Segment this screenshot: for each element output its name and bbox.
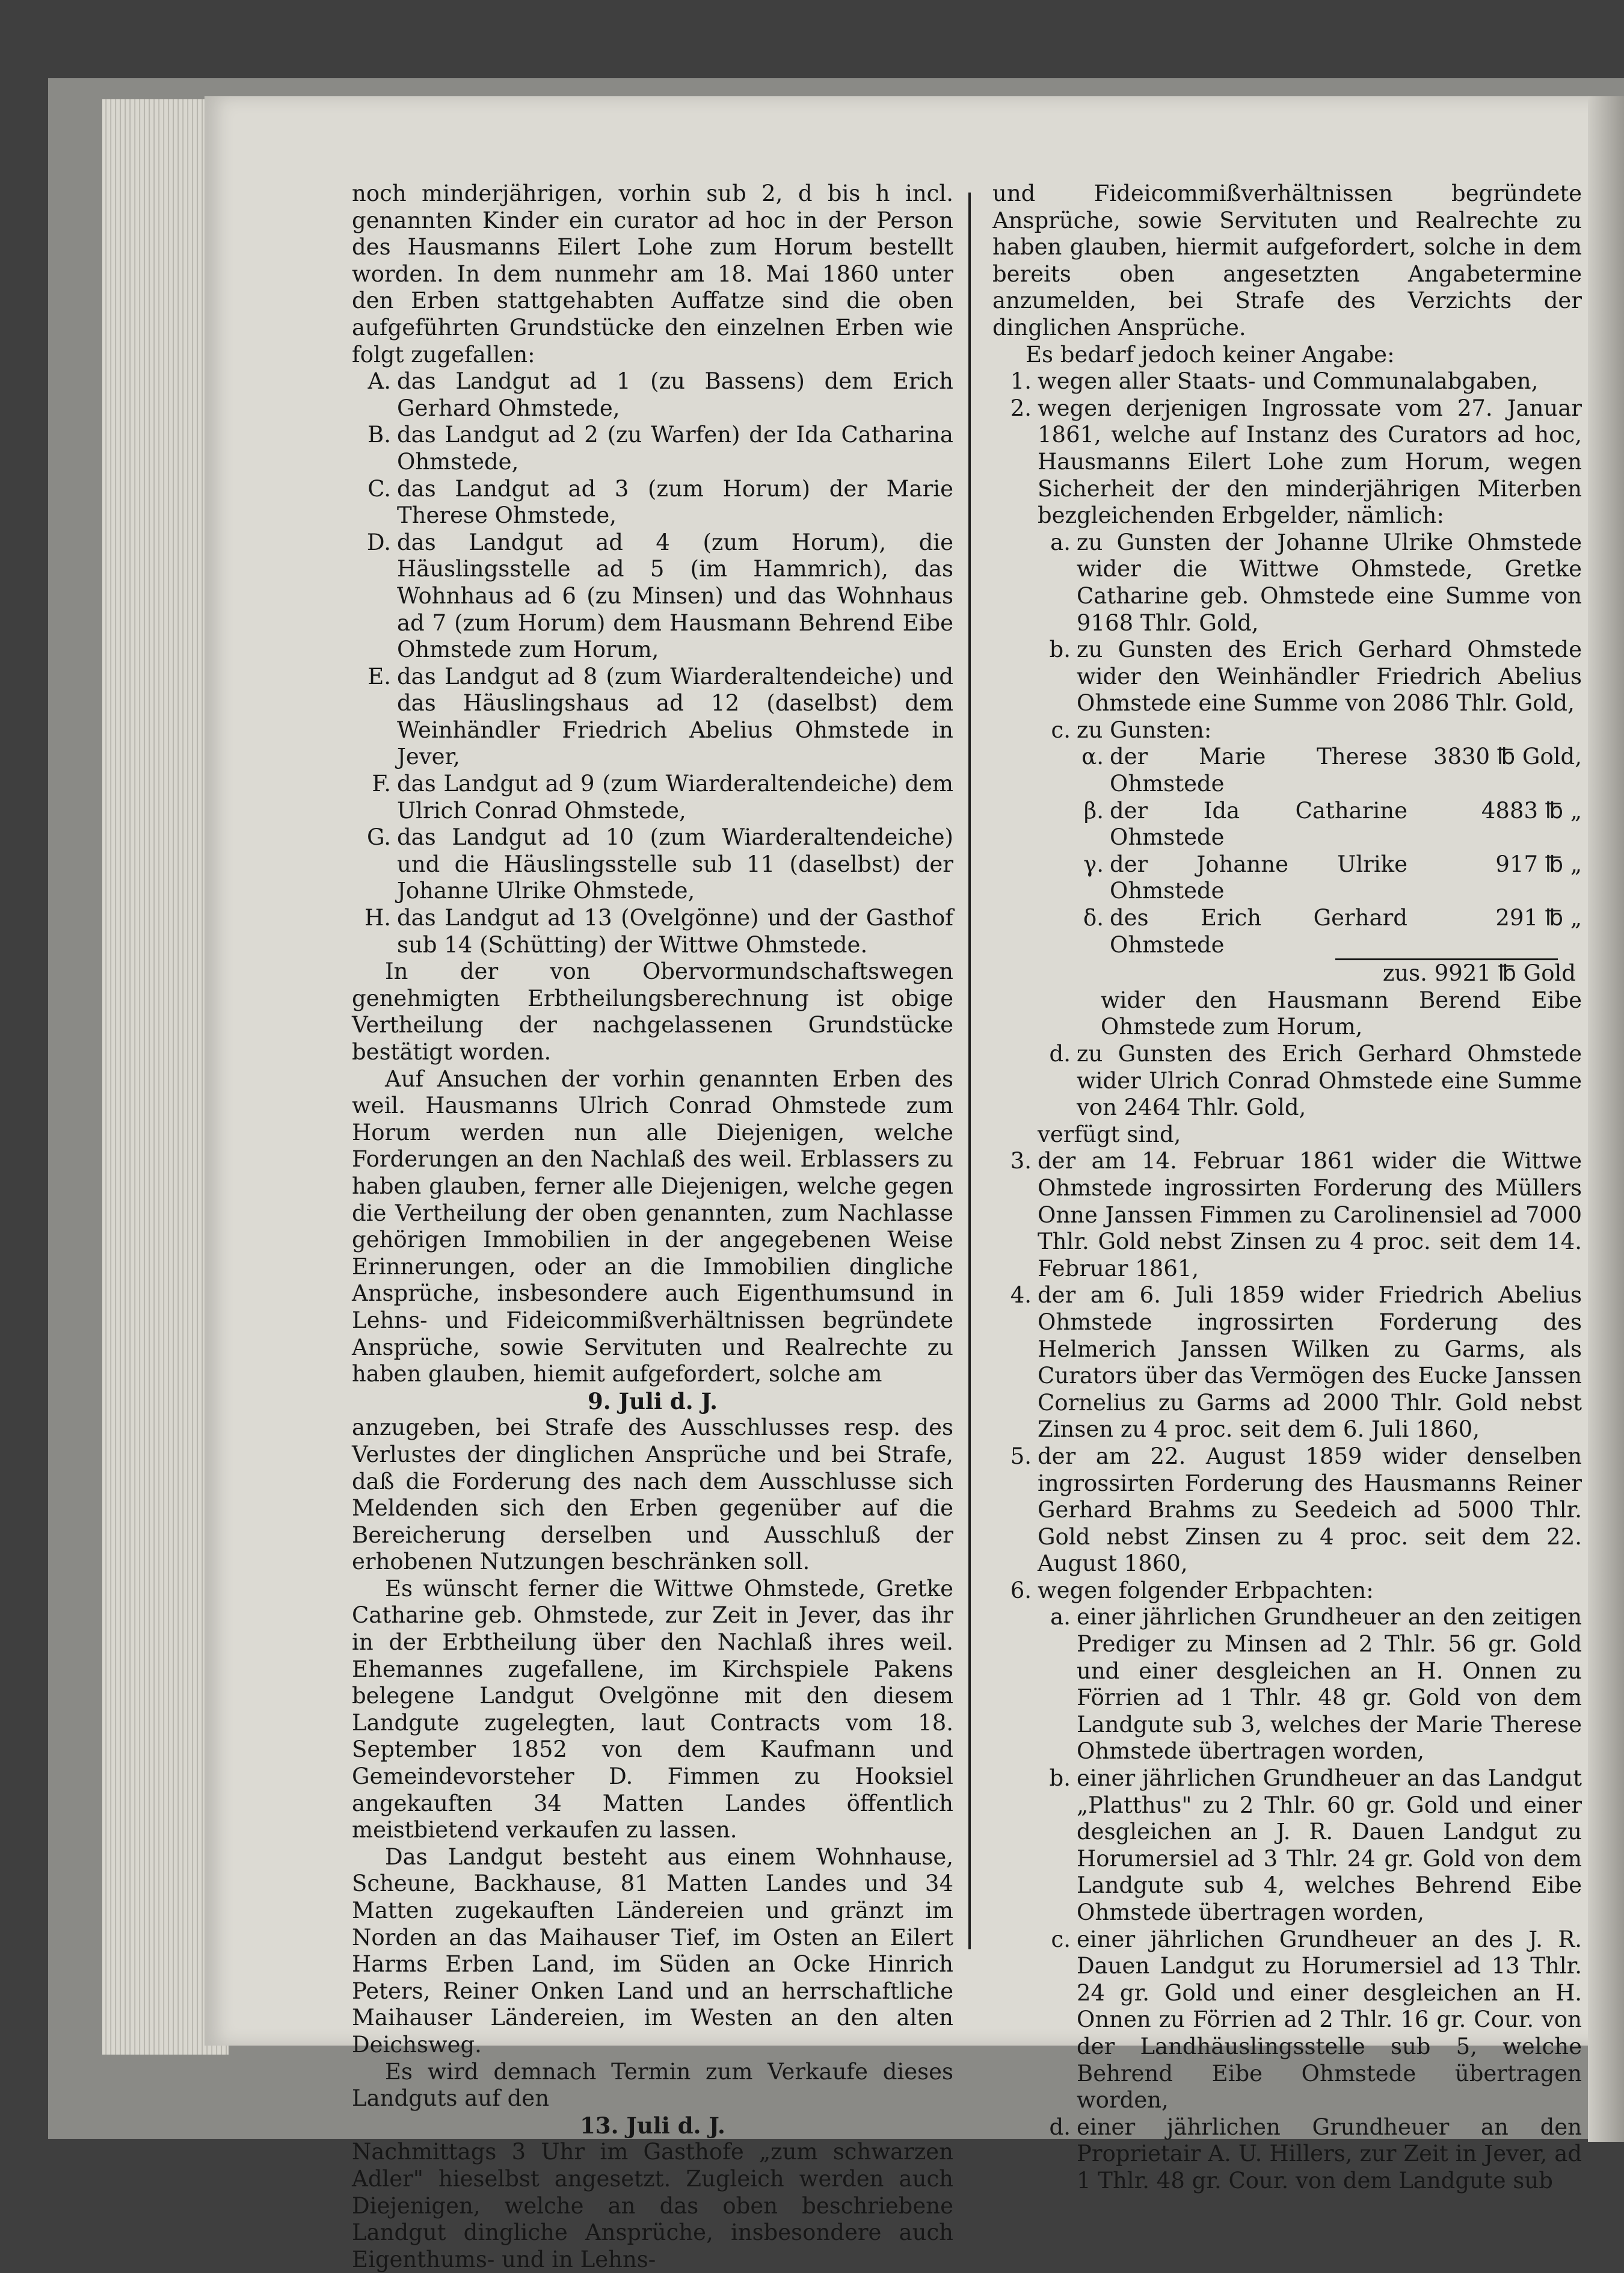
- sub-item: b. einer jährlichen Grundheuer an das Landgut „Platthus" zu 2 Thlr. 60 gr. Gold und einer desgleichen an J. R. Dauen Landgut zu Horumersiel ad 3 Thlr. 24 gr. Gold von dem Landgute sub 4, welches Behrend Eibe Ohmstede übertragen worden,: [1049, 1765, 1582, 1925]
- sub-item: c. einer jährlichen Grundheuer an des J. R. Dauen Landgut zu Horumersiel ad 13 Thlr. 24 gr. Gold und einer desgleichen an H. Onnen zu Förrien ad 2 Thlr. 16 gr. Cour. von der Landhäuslingsstelle sub 5, welche Behrend Eibe Ohmstede übertragen worden,: [1051, 1926, 1582, 2114]
- exemption-item: 5. der am 22. August 1859 wider denselben ingrossirten Forderung des Hausmanns Reiner Gerhard Brahms zu Seedeich ad 5000 Thlr. Gold nebst Zinsen zu 4 proc. seit dem 22. August 1860,: [1010, 1443, 1582, 1577]
- sub-item: d. zu Gunsten des Erich Gerhard Ohmstede wider Ulrich Conrad Ohmstede eine Summe von 2464 Thlr. Gold,: [1049, 1041, 1582, 1121]
- beneficiary-row: γ. der Johanne Ulrike Ohmstede 917 ℔ „: [1083, 851, 1582, 904]
- closing-paragraph: Nachmittags 3 Uhr im Gasthofe „zum schwarzen Adler" hieselbst angesetzt. Zugleich werden auch Diejenigen, welche an das oben beschriebene Landgut dingliche Ansprüche, insbesondere auch Eigenthums- und in Lehns-: [352, 2139, 953, 2272]
- exemption-item: 4. der am 6. Juli 1859 wider Friedrich Abelius Ohmstede ingrossirten Forderung des Helmerich Janssen Wilken zu Garms, als Curators über das Vermögen des Eucke Janssen Cornelius zu Garms ad 2000 Thlr. Gold nebst Zinsen zu 4 proc. seit dem 6. Juli 1860,: [1010, 1282, 1582, 1443]
- deadline-date: 9. Juli d. J.: [587, 1387, 718, 1414]
- continuation-paragraph: und Fideicommißverhältnissen begründete Ansprüche, sowie Servituten und Realrechte zu haben glauben, hiermit aufgefordert, solche in dem bereits oben angesetzten Angabetermine anzumelden, bei Strafe des Verzichts der dinglichen Ansprüche.: [992, 180, 1582, 341]
- allocation-item: H. das Landgut ad 13 (Ovelgönne) und der Gasthof sub 14 (Schütting) der Wittwe Ohmstede.: [364, 905, 953, 958]
- allocation-item: C. das Landgut ad 3 (zum Horum) der Marie Therese Ohmstede,: [368, 475, 953, 529]
- sum-total: zus. 9921 ℔ Gold: [1382, 960, 1576, 987]
- left-column: [352, 180, 953, 2273]
- allocation-list: [352, 368, 953, 958]
- sub-item: a. zu Gunsten der Johanne Ulrike Ohmstede wider die Wittwe Ohmstede, Gretke Catharine geb. Ohmstede eine Summe von 9168 Thlr. Gold,: [1050, 529, 1582, 636]
- exemption-item: 3. der am 14. Februar 1861 wider die Wittwe Ohmstede ingrossirten Forderung des Müllers Onne Janssen Fimmen zu Carolinensiel ad 7000 Thlr. Gold nebst Zinsen zu 4 proc. seit dem 14. Februar 1861,: [1010, 1148, 1582, 1281]
- sub-item: c. zu Gunsten:: [1051, 717, 1212, 743]
- auction-date: 13. Juli d. J.: [580, 2112, 725, 2139]
- allocation-item: E. das Landgut ad 8 (zum Wiarderaltendeiche) und das Häuslingshaus ad 12 (daselbst) dem Weinhändler Friedrich Abelius Ohmstede in Jever,: [368, 663, 953, 770]
- sub-item-continuation: wider den Hausmann Berend Eibe Ohmstede zum Horum,: [1101, 987, 1582, 1040]
- allocation-item: G. das Landgut ad 10 (zum Wiarderaltendeiche) und die Häuslingsstelle sub 11 (daselbst) der Johanne Ulrike Ohmstede,: [367, 824, 953, 904]
- approval-paragraph: In der von Obervormundschaftswegen genehmigten Erbtheilungsberechnung ist obige Vertheilung der nachgelassenen Grundstücke bestätigt worden.: [352, 958, 953, 1065]
- allocation-item: B. das Landgut ad 2 (zu Warfen) der Ida Catharina Ohmstede,: [368, 422, 953, 475]
- column-divider: [968, 193, 971, 1949]
- beneficiary-row: δ. des Erich Gerhard Ohmstede 291 ℔ „: [1083, 905, 1582, 958]
- auction-paragraph: Es wird demnach Termin zum Verkaufe dieses Landguts auf den: [352, 2058, 953, 2112]
- widow-sale-paragraph: Es wünscht ferner die Wittwe Ohmstede, Gretke Catharine geb. Ohmstede, zur Zeit in Jever, das ihr in der Erbtheilung über den Nachlaß ihres weil. Ehemannes zugefallene, im Kirchspiele Pakens belegene Landgut Ovelgönne mit den diesem Landgute zugelegten, laut Contracts vom 18. September 1852 von dem Kaufmann und Gemeindevorsteher D. Fimmen zu Hooksiel angekauften 34 Matten Landes öffentlich meistbietend verkaufen zu lassen.: [352, 1575, 953, 1843]
- exemption-item: 2. wegen derjenigen Ingrossate vom 27. Januar 1861, welche auf Instanz des Curators ad hoc, Hausmanns Eilert Lohe zum Horum, wegen Sicherheit der den minderjährigen Miterben bezgleichenden Erbgelder, nämlich:: [1010, 395, 1582, 529]
- sub-item: d. einer jährlichen Grundheuer an den Proprietair A. U. Hillers, zur Zeit in Jever, ad 1 Thlr. 48 gr. Cour. von dem Landgute sub: [1049, 2114, 1582, 2194]
- beneficiary-row: β. der Ida Catharine Ohmstede 4883 ℔ „: [1083, 797, 1582, 851]
- allocation-item: D. das Landgut ad 4 (zum Horum), die Häuslingsstelle ad 5 (im Hammrich), das Wohnhaus ad 6 (zu Minsen) und das Wohnhaus ad 7 (zum Horum) dem Hausmann Behrend Eibe Ohmstede zum Horum,: [366, 529, 953, 663]
- allocation-item: F. das Landgut ad 9 (zum Wiarderaltendeiche) dem Ulrich Conrad Ohmstede,: [372, 771, 953, 824]
- exemptions-intro: Es bedarf jedoch keiner Angabe:: [1026, 341, 1395, 368]
- sub-item: b. zu Gunsten des Erich Gerhard Ohmstede wider den Weinhändler Friedrich Abelius Ohmstede eine Summe von 2086 Thlr. Gold,: [1049, 637, 1582, 717]
- summons-paragraph: Auf Ansuchen der vorhin genannten Erben des weil. Hausmanns Ulrich Conrad Ohmstede zum Horum werden nun alle Diejenigen, welche Forderungen an den Nachlaß des weil. Erblassers zu haben glauben, ferner alle Diejenigen, welche gegen die Vertheilung der oben genannten, zum Nachlasse gehörigen Immobilien in der angegebenen Weise Erinnerungen, oder an die Immobilien dingliche Ansprüche, insbesondere auch Eigenthumsund in Lehns- und Fideicommißverhältnissen begründete Ansprüche, sowie Servituten und Realrechte zu haben glauben, hiemit aufgefordert, solche am: [352, 1066, 953, 1387]
- sub-item: a. einer jährlichen Grundheuer an den zeitigen Prediger zu Minsen ad 2 Thlr. 56 gr. Gold und einer desgleichen an H. Onnen zu Förrien ad 1 Thlr. 48 gr. Gold von dem Landgute sub 3, welches der Marie Therese Ohmstede übertragen worden,: [1050, 1604, 1582, 1765]
- opening-paragraph: noch minderjährigen, vorhin sub 2, d bis h incl. genannten Kinder ein curator ad hoc in der Person des Hausmanns Eilert Lohe zum Horum bestellt worden. In dem nunmehr am 18. Mai 1860 unter den Erben stattgehabten Auffatze sind die oben aufgeführten Grundstücke den einzelnen Erben wie folgt zugefallen:: [352, 180, 953, 368]
- penalty-paragraph: anzugeben, bei Strafe des Ausschlusses resp. des Verlustes der dinglichen Ansprüche und bei Strafe, daß die Forderung des nach dem Ausschlusse sich Meldenden sich den Erben gegenüber auf die Bereicherung derselben und Ausschluß der erhobenen Nutzungen beschränken soll.: [352, 1414, 953, 1575]
- estate-description-paragraph: Das Landgut besteht aus einem Wohnhause, Scheune, Backhause, 81 Matten Landes und 34 Matten zugekauften Ländereien und gränzt im Norden an das Maihauser Tief, im Osten an Eilert Harms Erben Land, im Süden an Ocke Hinrich Peters, Reiner Onken Land und an herrschaftliche Maihauser Ländereien, im Westen an den alten Deichsweg.: [352, 1843, 953, 2058]
- book-gutter: [1588, 96, 1624, 2142]
- right-column: [992, 180, 1582, 2195]
- allocation-item: A. das Landgut ad 1 (zu Bassens) dem Erich Gerhard Ohmstede,: [368, 368, 953, 421]
- beneficiary-row: α. der Marie Therese Ohmstede 3830 ℔ Gold,: [1081, 744, 1582, 797]
- exemption-item: 6. wegen folgender Erbpachten:: [1010, 1577, 1374, 1603]
- exemption-item: 1. wegen aller Staats- und Communalabgaben,: [1010, 368, 1539, 395]
- item-close: verfügt sind,: [1038, 1121, 1181, 1147]
